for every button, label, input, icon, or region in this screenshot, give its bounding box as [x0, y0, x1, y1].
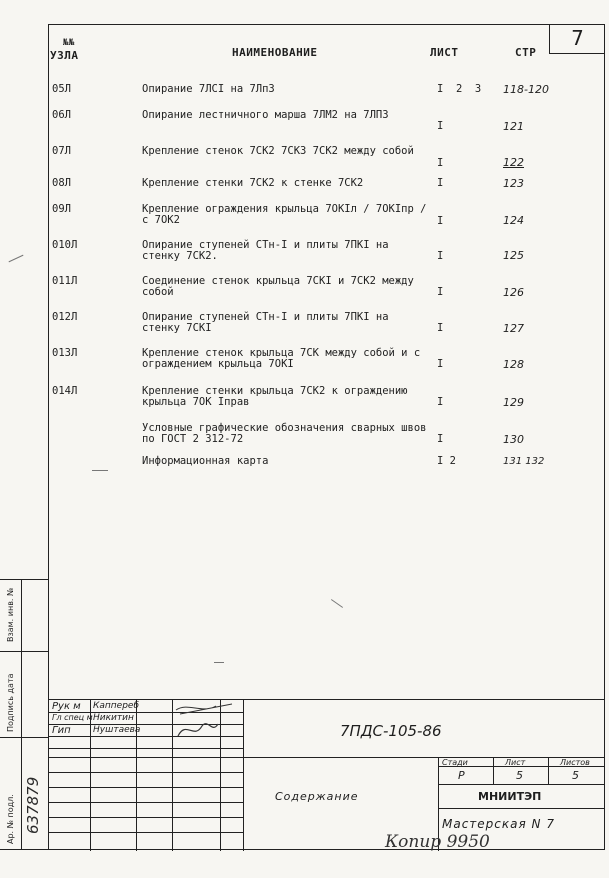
- row-name: Опирание лестничного марша 7ЛМ2 на 7ЛП3: [142, 109, 389, 121]
- side-label-swap: Взам. инв. №: [6, 587, 15, 642]
- stray-mark: [9, 255, 24, 263]
- title-block: [48, 699, 605, 850]
- stamp-role: Рук м: [52, 701, 81, 712]
- stamp-role: Гл спец м: [52, 713, 93, 722]
- row-page: 131 132: [503, 456, 545, 467]
- row-sheet: I: [437, 157, 444, 169]
- row-sheet: I: [437, 358, 444, 370]
- column-sheet: ЛИСТ: [430, 46, 459, 59]
- row-page: 126: [503, 286, 524, 299]
- row-page: 130: [503, 433, 524, 446]
- side-box-sign: [0, 651, 48, 737]
- row-page: 128: [503, 358, 524, 371]
- row-code: 011Л: [52, 275, 78, 287]
- copy-mark: Копир 9950: [385, 832, 490, 852]
- stamp-person: Нуштаева: [93, 725, 141, 735]
- row-sheet: I: [437, 433, 444, 445]
- row-sheet: I 2 3: [437, 83, 482, 95]
- row-code: 09Л: [52, 203, 71, 215]
- row-name: Крепление стенок крыльца 7СК между собой и с ограждением крыльца 7ОКI: [142, 347, 421, 370]
- row-name: Условные графические обозначения сварных швов по ГОСТ 2 312-72: [142, 422, 427, 445]
- row-sheet: I: [437, 215, 444, 227]
- row-name: Опирание ступеней СТн-I и плиты 7ПКI на стенку 7СК2.: [142, 239, 389, 262]
- document-title: Содержание: [275, 790, 359, 803]
- row-name: Опирание ступеней СТн-I и плиты 7ПКI на стенку 7СКI: [142, 311, 389, 334]
- row-name: Крепление стенки 7СК2 к стенке 7СК2: [142, 177, 364, 189]
- row-sheet: I: [437, 120, 444, 132]
- page-number: 7: [549, 24, 605, 54]
- stage-label: Стади: [442, 758, 468, 767]
- row-name: Опирание 7ЛСI на 7Лп3: [142, 83, 275, 95]
- row-page: 118-120: [503, 83, 549, 96]
- stamp-person: Никитин: [93, 713, 134, 723]
- stage-value: Р: [458, 769, 465, 782]
- column-name: НАИМЕНОВАНИЕ: [232, 46, 318, 59]
- signature-image: [172, 700, 244, 748]
- row-page: 123: [503, 177, 524, 190]
- row-page: 129: [503, 396, 524, 409]
- sheets-value: 5: [572, 769, 579, 782]
- side-label-inventory: Ар. № подл.: [6, 794, 15, 844]
- row-code: 013Л: [52, 347, 78, 359]
- signature-stroke: [178, 724, 218, 736]
- row-name: Крепление стенки крыльца 7СК2 к ограждению крыльца 7ОК Iправ: [142, 385, 408, 408]
- row-page: 125: [503, 249, 524, 262]
- row-page: 121: [503, 120, 524, 133]
- inventory-number: 637879: [24, 776, 42, 834]
- stray-mark: [214, 662, 224, 663]
- sheet-value: 5: [516, 769, 523, 782]
- row-sheet: I: [437, 396, 444, 408]
- signature-stroke: [176, 704, 232, 714]
- row-code: 05Л: [52, 83, 71, 95]
- column-page: СТР: [515, 46, 537, 59]
- row-sheet: I: [437, 322, 444, 334]
- row-code: 012Л: [52, 311, 78, 323]
- sheet-label: Лист: [505, 758, 526, 767]
- column-number-mark: №№: [63, 38, 75, 48]
- stray-mark: [92, 470, 108, 471]
- stamp-role: Гип: [52, 725, 71, 736]
- row-name: Соединение стенок крыльца 7СКI и 7СК2 между собой: [142, 275, 414, 298]
- column-node: УЗЛА: [50, 49, 79, 62]
- row-code: 06Л: [52, 109, 71, 121]
- side-box-swap: [0, 579, 48, 651]
- row-sheet: I: [437, 177, 444, 189]
- document-code: 7ПДС-105-86: [340, 722, 442, 740]
- row-sheet: I: [437, 250, 444, 262]
- row-code: 010Л: [52, 239, 78, 251]
- row-name: Информационная карта: [142, 455, 269, 467]
- side-box-inventory: [0, 737, 48, 850]
- row-page: 127: [503, 322, 524, 335]
- side-label-sign: Подпись дата: [6, 673, 15, 732]
- row-sheet: I: [437, 286, 444, 298]
- row-name: Крепление стенок 7СК2 7СК3 7СК2 между собой: [142, 145, 414, 157]
- sheets-label: Листов: [560, 758, 590, 767]
- row-name: Крепление ограждения крыльца 7ОКIл / 7ОКIпр / с 7ОК2: [142, 203, 427, 226]
- row-page: 124: [503, 214, 524, 227]
- row-code: 07Л: [52, 145, 71, 157]
- row-sheet: I 2: [437, 455, 456, 467]
- row-code: 014Л: [52, 385, 78, 397]
- stamp-person: Каппереб: [93, 701, 140, 711]
- row-code: 08Л: [52, 177, 71, 189]
- workshop: Мастерская N 7: [442, 817, 555, 831]
- row-page: 122: [503, 156, 524, 169]
- organization: МНИИТЭП: [478, 790, 542, 803]
